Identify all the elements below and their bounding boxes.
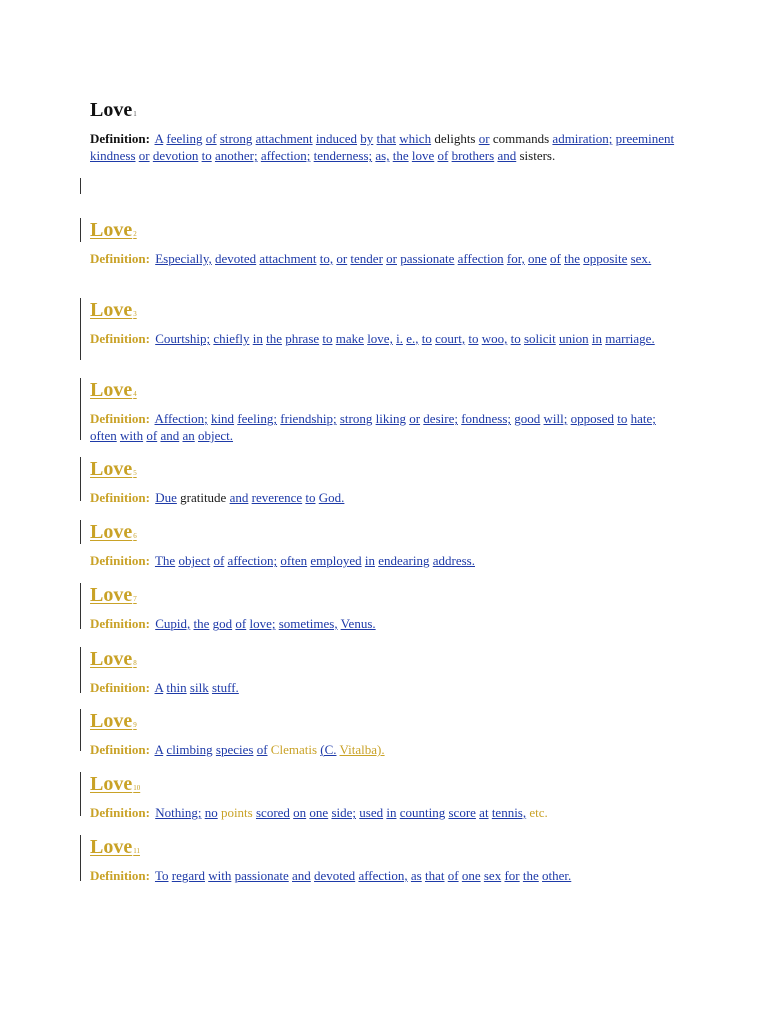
word-link[interactable]: and xyxy=(160,428,180,443)
word-link[interactable]: phrase xyxy=(285,331,320,346)
word-link[interactable]: e., xyxy=(406,331,419,346)
word-link[interactable]: passionate xyxy=(400,251,455,266)
word-link[interactable]: marriage. xyxy=(605,331,655,346)
word-link[interactable]: silk xyxy=(189,680,209,695)
word-link[interactable]: or xyxy=(336,251,348,266)
entry-number: 4 xyxy=(133,390,137,398)
word-link[interactable]: Cupid, xyxy=(155,616,191,631)
headword-text: Love xyxy=(90,99,133,121)
word-link[interactable]: court, xyxy=(435,331,466,346)
word-link[interactable]: tenderness; xyxy=(313,148,373,163)
definition-label: Definition: xyxy=(90,742,150,757)
entry-number: 3 xyxy=(133,310,137,318)
word-link[interactable]: which xyxy=(399,131,432,146)
entry-number: 8 xyxy=(133,659,137,667)
word-link[interactable]: to xyxy=(322,331,333,346)
definition-entry xyxy=(90,98,680,164)
word-link[interactable]: one xyxy=(309,805,329,820)
word-link[interactable]: tender xyxy=(350,251,383,266)
headword-text: Love xyxy=(90,299,133,321)
word-link[interactable]: in xyxy=(386,805,397,820)
word-link[interactable]: Especially, xyxy=(155,251,212,266)
entry-number: 2 xyxy=(133,230,137,238)
word-link[interactable]: regard xyxy=(171,868,205,883)
word-link[interactable]: love; xyxy=(249,616,276,631)
word-link[interactable]: with xyxy=(119,428,144,443)
headword-text: Love xyxy=(90,521,133,543)
plain-text: commands xyxy=(489,131,553,146)
definition-text xyxy=(90,552,680,569)
word-link[interactable]: to xyxy=(510,331,521,346)
plain-text: delights xyxy=(431,131,479,146)
word-link[interactable]: i. xyxy=(396,331,403,346)
word-link[interactable]: score xyxy=(448,805,476,820)
word-link[interactable]: The xyxy=(154,553,176,568)
entry-headword[interactable] xyxy=(90,647,137,675)
word-link[interactable]: solicit xyxy=(523,331,556,346)
definition-label: Definition: xyxy=(90,131,150,146)
word-link[interactable]: attachment xyxy=(255,131,313,146)
word-link[interactable]: of xyxy=(235,616,247,631)
change-bar xyxy=(80,218,81,242)
word-link[interactable]: A xyxy=(154,131,164,146)
word-link[interactable]: the xyxy=(392,148,409,163)
word-link[interactable]: opposed xyxy=(570,411,614,426)
change-bar xyxy=(80,298,81,360)
word-link[interactable]: fondness; xyxy=(461,411,512,426)
word-link[interactable]: make xyxy=(335,331,364,346)
word-link[interactable]: (C. xyxy=(320,742,337,757)
word-link[interactable]: of xyxy=(256,742,268,757)
change-bar xyxy=(80,378,81,440)
definition-text xyxy=(90,679,680,696)
word-link[interactable]: used xyxy=(359,805,384,820)
word-link[interactable]: tennis, xyxy=(491,805,527,820)
word-link[interactable]: admiration; xyxy=(552,131,613,146)
entry-number: 6 xyxy=(133,532,137,540)
word-link[interactable]: to, xyxy=(319,251,334,266)
word-link[interactable]: and xyxy=(292,868,311,883)
word-link[interactable]: in xyxy=(364,553,375,568)
word-link[interactable]: that xyxy=(425,868,445,883)
entry-headword[interactable] xyxy=(90,218,137,246)
word-link[interactable]: feeling xyxy=(166,131,203,146)
entry-headword[interactable] xyxy=(90,835,140,863)
word-link[interactable]: species xyxy=(215,742,254,757)
word-link[interactable]: desire; xyxy=(423,411,458,426)
entry-number: 11 xyxy=(133,847,140,855)
word-link[interactable]: god xyxy=(212,616,233,631)
entry-headword[interactable] xyxy=(90,378,137,406)
change-bar xyxy=(80,647,81,693)
word-link[interactable]: to xyxy=(468,331,479,346)
word-link[interactable]: of xyxy=(213,553,225,568)
word-link[interactable]: affection; xyxy=(227,553,278,568)
word-link[interactable]: of xyxy=(447,868,459,883)
word-link[interactable]: employed xyxy=(310,553,362,568)
definition-entry xyxy=(90,647,680,696)
word-link[interactable]: will; xyxy=(543,411,568,426)
word-link[interactable]: affection; xyxy=(260,148,311,163)
word-link[interactable]: love, xyxy=(367,331,393,346)
word-link[interactable]: one xyxy=(528,251,547,266)
word-link[interactable]: or xyxy=(138,148,150,163)
word-link[interactable]: another; xyxy=(214,148,258,163)
definition-entry xyxy=(90,835,680,884)
word-link[interactable]: the xyxy=(266,331,282,346)
word-link[interactable]: woo, xyxy=(481,331,508,346)
word-link-visited[interactable]: Vitalba). xyxy=(339,742,385,757)
definition-text xyxy=(90,804,680,821)
word-link[interactable]: brothers xyxy=(451,148,495,163)
word-link[interactable]: Venus. xyxy=(340,616,376,631)
word-link[interactable]: strong xyxy=(219,131,253,146)
word-link[interactable]: endearing xyxy=(378,553,430,568)
word-link[interactable]: kind xyxy=(210,411,235,426)
definition-label: Definition: xyxy=(90,868,150,883)
word-link[interactable]: or xyxy=(409,411,421,426)
entry-headword[interactable] xyxy=(90,520,137,548)
headword-text: Love xyxy=(90,836,133,858)
word-link[interactable]: one xyxy=(461,868,481,883)
definition-text xyxy=(90,489,680,506)
definition-entry xyxy=(90,772,680,821)
entry-number: 9 xyxy=(133,721,137,729)
headword-text: Love xyxy=(90,584,133,606)
definition-label: Definition: xyxy=(90,411,150,426)
entry-headword[interactable] xyxy=(90,457,137,485)
word-link[interactable]: an xyxy=(182,428,195,443)
plain-text: gratitude xyxy=(176,490,230,505)
word-link[interactable]: climbing xyxy=(166,742,213,757)
word-link[interactable]: of xyxy=(146,428,158,443)
definition-text xyxy=(90,867,680,884)
word-link[interactable]: the xyxy=(522,868,539,883)
change-bar xyxy=(80,178,81,194)
entry-number: 1 xyxy=(133,110,137,118)
definition-text xyxy=(90,130,680,164)
word-link[interactable]: sex xyxy=(483,868,502,883)
word-link[interactable]: love xyxy=(411,148,435,163)
definition-text xyxy=(90,330,680,347)
word-link[interactable]: other. xyxy=(542,868,572,883)
definition-label: Definition: xyxy=(90,490,150,505)
word-link[interactable]: of xyxy=(205,131,217,146)
word-link[interactable]: affection, xyxy=(358,868,408,883)
word-link[interactable]: chiefly xyxy=(213,331,250,346)
definition-text xyxy=(90,741,680,758)
word-link[interactable]: or xyxy=(478,131,490,146)
word-link[interactable]: address. xyxy=(432,553,475,568)
definition-entry xyxy=(90,298,680,347)
word-link[interactable]: union xyxy=(559,331,589,346)
definition-label: Definition: xyxy=(90,616,150,631)
word-link[interactable]: passionate xyxy=(234,868,289,883)
definition-entry xyxy=(90,583,680,632)
word-link[interactable]: hate; xyxy=(630,411,656,426)
word-link[interactable]: to xyxy=(305,490,316,505)
headword-text: Love xyxy=(90,458,133,480)
word-link[interactable]: affection xyxy=(457,251,504,266)
definition-entry xyxy=(90,218,680,267)
word-link[interactable]: often xyxy=(90,428,117,443)
entry-number: 7 xyxy=(133,595,137,603)
word-link[interactable]: liking xyxy=(375,411,406,426)
word-link[interactable]: scored xyxy=(255,805,290,820)
definition-label: Definition: xyxy=(90,553,150,568)
word-link[interactable]: at xyxy=(479,805,489,820)
definition-text xyxy=(90,615,680,632)
change-bar xyxy=(80,835,81,881)
word-link[interactable]: To xyxy=(154,868,169,883)
definition-label: Definition: xyxy=(90,251,150,266)
word-link[interactable]: God. xyxy=(318,490,345,505)
word-link[interactable]: Affection; xyxy=(154,411,208,426)
word-link[interactable]: induced xyxy=(315,131,358,146)
word-link-visited[interactable]: points xyxy=(220,805,253,820)
word-link[interactable]: as xyxy=(410,868,422,883)
word-link[interactable]: Courtship; xyxy=(155,331,211,346)
definition-entry xyxy=(90,709,680,758)
definition-text xyxy=(90,410,680,444)
word-link[interactable]: for xyxy=(504,868,520,883)
word-link[interactable]: preeminent xyxy=(615,131,675,146)
word-link[interactable]: and xyxy=(497,148,517,163)
word-link[interactable]: in xyxy=(591,331,602,346)
headword-text: Love xyxy=(90,379,133,401)
word-link[interactable]: with xyxy=(208,868,232,883)
word-link[interactable]: by xyxy=(360,131,374,146)
definition-label: Definition: xyxy=(90,680,150,695)
word-link[interactable]: side; xyxy=(331,805,357,820)
word-link[interactable]: Nothing; xyxy=(155,805,202,820)
word-link[interactable]: the xyxy=(564,251,581,266)
word-link-visited[interactable]: Clematis xyxy=(270,742,317,757)
word-link[interactable]: to xyxy=(617,411,628,426)
entry-number: 5 xyxy=(133,469,137,477)
word-link[interactable]: strong xyxy=(339,411,373,426)
headword-text: Love xyxy=(90,648,133,670)
word-link[interactable]: to xyxy=(201,148,212,163)
definition-label: Definition: xyxy=(90,805,150,820)
word-link[interactable]: kindness xyxy=(90,148,136,163)
word-link[interactable]: the xyxy=(193,616,210,631)
entry-headword[interactable] xyxy=(90,583,137,611)
word-link[interactable]: A xyxy=(154,680,164,695)
word-link[interactable]: Due xyxy=(155,490,177,505)
change-bar xyxy=(80,709,81,751)
entry-headword xyxy=(90,98,137,126)
word-link[interactable]: that xyxy=(376,131,397,146)
word-link-visited[interactable]: etc. xyxy=(529,805,548,820)
word-link[interactable]: for, xyxy=(506,251,525,266)
definition-entry xyxy=(90,457,680,506)
change-bar xyxy=(80,772,81,816)
word-link[interactable]: devoted xyxy=(215,251,257,266)
change-bar xyxy=(80,520,81,544)
definition-entry xyxy=(90,378,680,444)
plain-text: sisters. xyxy=(516,148,556,163)
headword-text: Love xyxy=(90,219,133,241)
entry-headword[interactable] xyxy=(90,298,137,326)
entry-headword[interactable] xyxy=(90,709,137,737)
word-link[interactable]: thin xyxy=(166,680,187,695)
entry-number: 10 xyxy=(133,784,141,792)
word-link[interactable]: to xyxy=(421,331,432,346)
word-link[interactable]: object. xyxy=(198,428,234,443)
word-link[interactable]: friendship; xyxy=(280,411,337,426)
word-link[interactable]: counting xyxy=(399,805,446,820)
word-link[interactable]: on xyxy=(293,805,307,820)
word-link[interactable]: good xyxy=(514,411,541,426)
word-link[interactable]: and xyxy=(229,490,249,505)
change-bar xyxy=(80,583,81,629)
word-link[interactable]: as, xyxy=(375,148,390,163)
entry-headword[interactable] xyxy=(90,772,140,800)
word-link[interactable]: object xyxy=(178,553,211,568)
word-link[interactable]: no xyxy=(204,805,218,820)
word-link[interactable]: A xyxy=(154,742,164,757)
headword-text: Love xyxy=(90,710,133,732)
word-link[interactable]: of xyxy=(437,148,449,163)
word-link[interactable]: of xyxy=(550,251,561,266)
word-link[interactable]: feeling; xyxy=(237,411,278,426)
word-link[interactable]: often xyxy=(280,553,308,568)
definition-entry xyxy=(90,520,680,569)
word-link[interactable]: reverence xyxy=(251,490,303,505)
word-link[interactable]: or xyxy=(386,251,397,266)
word-link[interactable]: attachment xyxy=(259,251,317,266)
word-link[interactable]: in xyxy=(252,331,263,346)
word-link[interactable]: opposite xyxy=(583,251,628,266)
word-link[interactable]: sex. xyxy=(630,251,652,266)
word-link[interactable]: stuff. xyxy=(211,680,239,695)
headword-text: Love xyxy=(90,773,133,795)
change-bar xyxy=(80,457,81,501)
word-link[interactable]: sometimes, xyxy=(278,616,338,631)
definition-label: Definition: xyxy=(90,331,150,346)
definition-text xyxy=(90,250,680,267)
word-link[interactable]: devotion xyxy=(152,148,199,163)
word-link[interactable]: devoted xyxy=(314,868,356,883)
